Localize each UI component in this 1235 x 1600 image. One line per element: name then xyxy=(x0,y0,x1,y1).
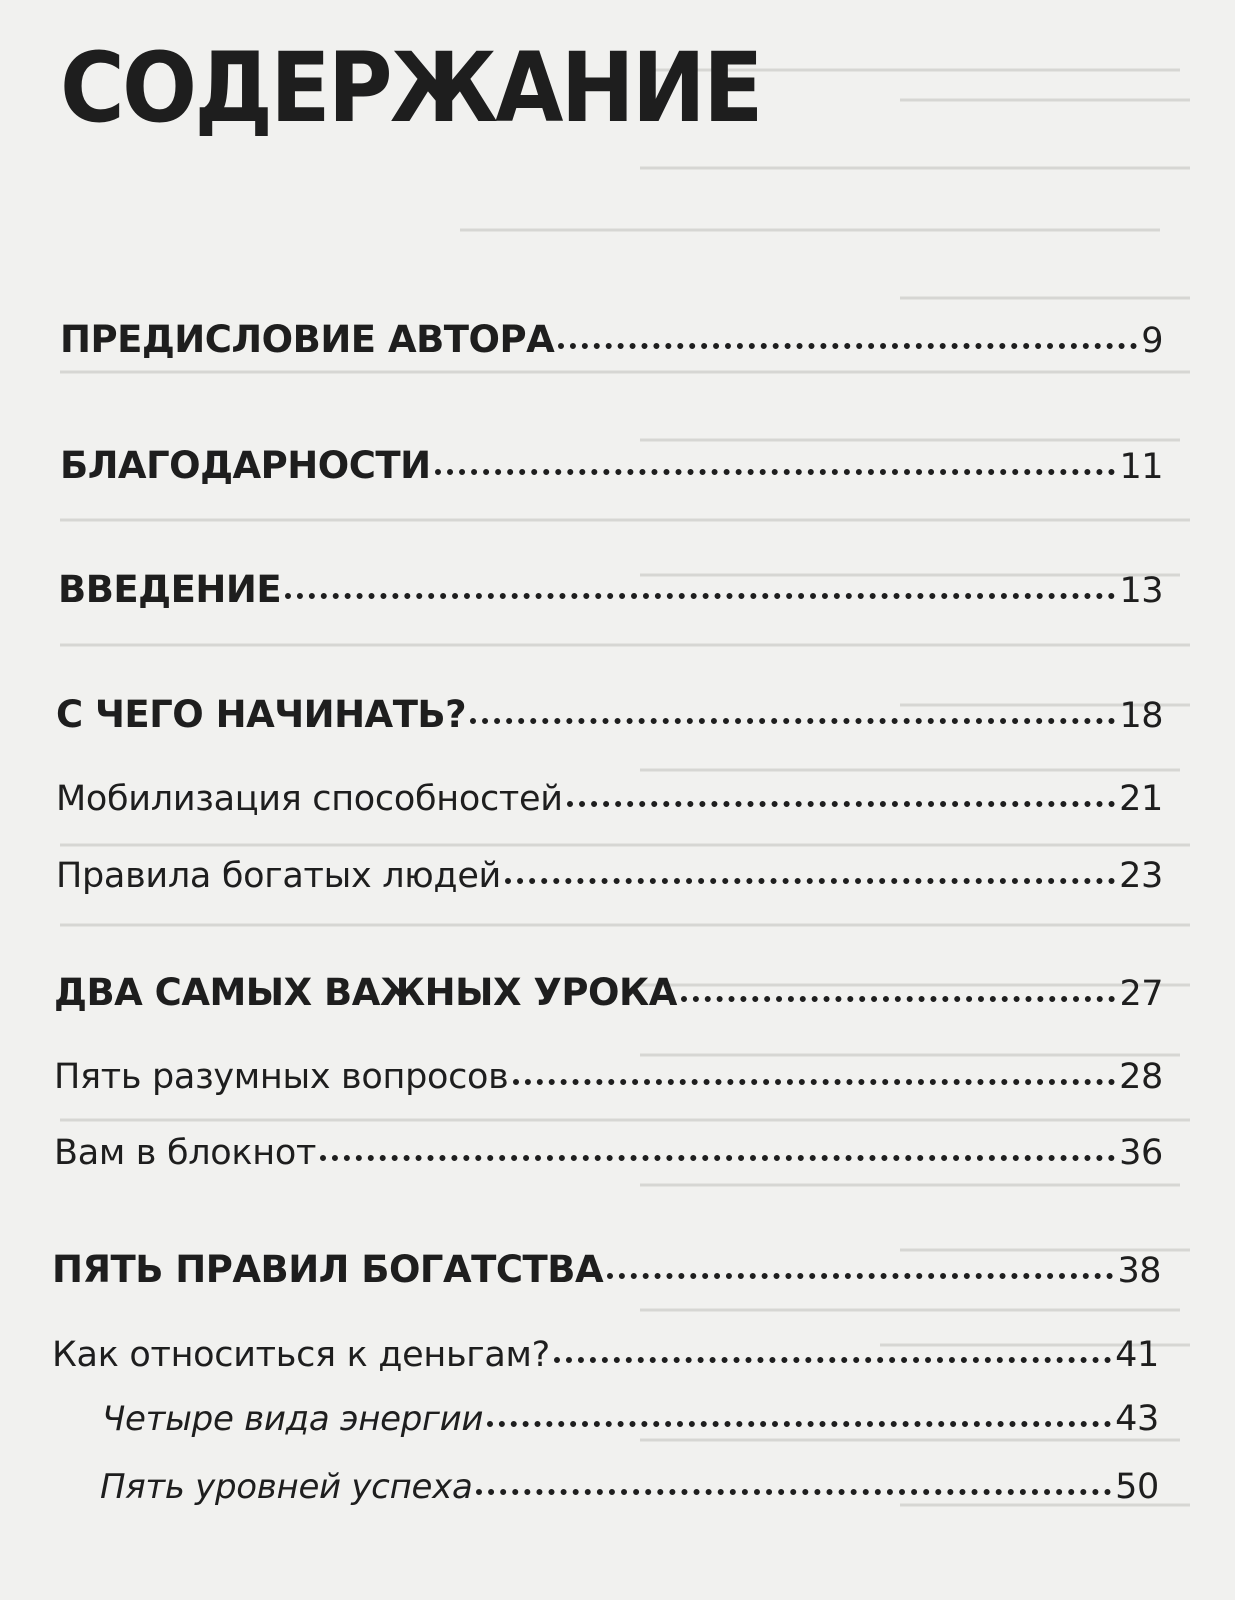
dot-leader xyxy=(554,1357,1111,1363)
dot-leader xyxy=(558,343,1137,349)
toc-entry-title: Четыре вида энергии xyxy=(102,1399,484,1439)
dot-leader xyxy=(513,1079,1116,1085)
toc-entry-page: 38 xyxy=(1117,1251,1161,1291)
toc-entry xyxy=(60,318,1163,361)
dot-leader xyxy=(681,996,1116,1002)
dot-leader xyxy=(487,1421,1111,1427)
toc-entry-title: С ЧЕГО НАЧИНАТЬ? xyxy=(56,693,467,736)
toc-entry-page: 23 xyxy=(1119,856,1163,896)
toc-entry-title: БЛАГОДАРНОСТИ xyxy=(60,444,431,487)
dot-leader xyxy=(285,593,1115,599)
toc-entry-page: 9 xyxy=(1141,321,1163,361)
toc-entry-page: 27 xyxy=(1119,974,1163,1014)
toc-entry-page: 18 xyxy=(1119,696,1163,736)
toc-entry xyxy=(56,856,1163,896)
toc-entry xyxy=(56,779,1163,819)
toc-entry xyxy=(100,1467,1159,1507)
toc-entry xyxy=(54,971,1163,1014)
toc-entry xyxy=(60,444,1163,487)
toc-entry-page: 13 xyxy=(1119,571,1163,611)
contents-heading: СОДЕРЖАНИЕ xyxy=(60,32,761,144)
toc-entry-title: Пять разумных вопросов xyxy=(54,1057,509,1097)
dot-leader xyxy=(567,801,1115,807)
toc-entry xyxy=(56,693,1163,736)
toc-entry-page: 41 xyxy=(1115,1335,1159,1375)
toc-entry-title: Как относиться к деньгам? xyxy=(52,1335,550,1375)
toc-entry-title: Мобилизация способностей xyxy=(56,779,563,819)
toc-entry xyxy=(52,1335,1159,1375)
dot-leader xyxy=(505,878,1115,884)
dot-leader xyxy=(320,1155,1115,1161)
toc-entry-title: Правила богатых людей xyxy=(56,856,502,896)
toc-entry-page: 28 xyxy=(1119,1057,1163,1097)
toc-entry-page: 11 xyxy=(1119,447,1163,487)
toc-entry xyxy=(52,1248,1161,1291)
toc-entry-title: ПЯТЬ ПРАВИЛ БОГАТСТВА xyxy=(52,1248,604,1291)
toc-entry-title: Пять уровней успеха xyxy=(100,1467,473,1507)
toc-entry xyxy=(102,1399,1159,1439)
toc-entry-title: ПРЕДИСЛОВИЕ АВТОРА xyxy=(60,318,555,361)
dot-leader xyxy=(476,1489,1111,1495)
toc-entry xyxy=(54,1057,1163,1097)
toc-entry xyxy=(54,1133,1163,1173)
dot-leader xyxy=(607,1273,1113,1279)
toc-entry-page: 43 xyxy=(1115,1399,1159,1439)
toc-entry xyxy=(58,568,1163,611)
toc-entry-title: Вам в блокнот xyxy=(54,1133,317,1173)
dot-leader xyxy=(435,469,1116,475)
toc-entry-page: 50 xyxy=(1115,1467,1159,1507)
toc-entry-title: ДВА САМЫХ ВАЖНЫХ УРОКА xyxy=(54,971,677,1014)
toc-entry-page: 36 xyxy=(1119,1133,1163,1173)
dot-leader xyxy=(470,718,1115,724)
toc-entry-title: ВВЕДЕНИЕ xyxy=(58,568,282,611)
toc-entry-page: 21 xyxy=(1119,779,1163,819)
